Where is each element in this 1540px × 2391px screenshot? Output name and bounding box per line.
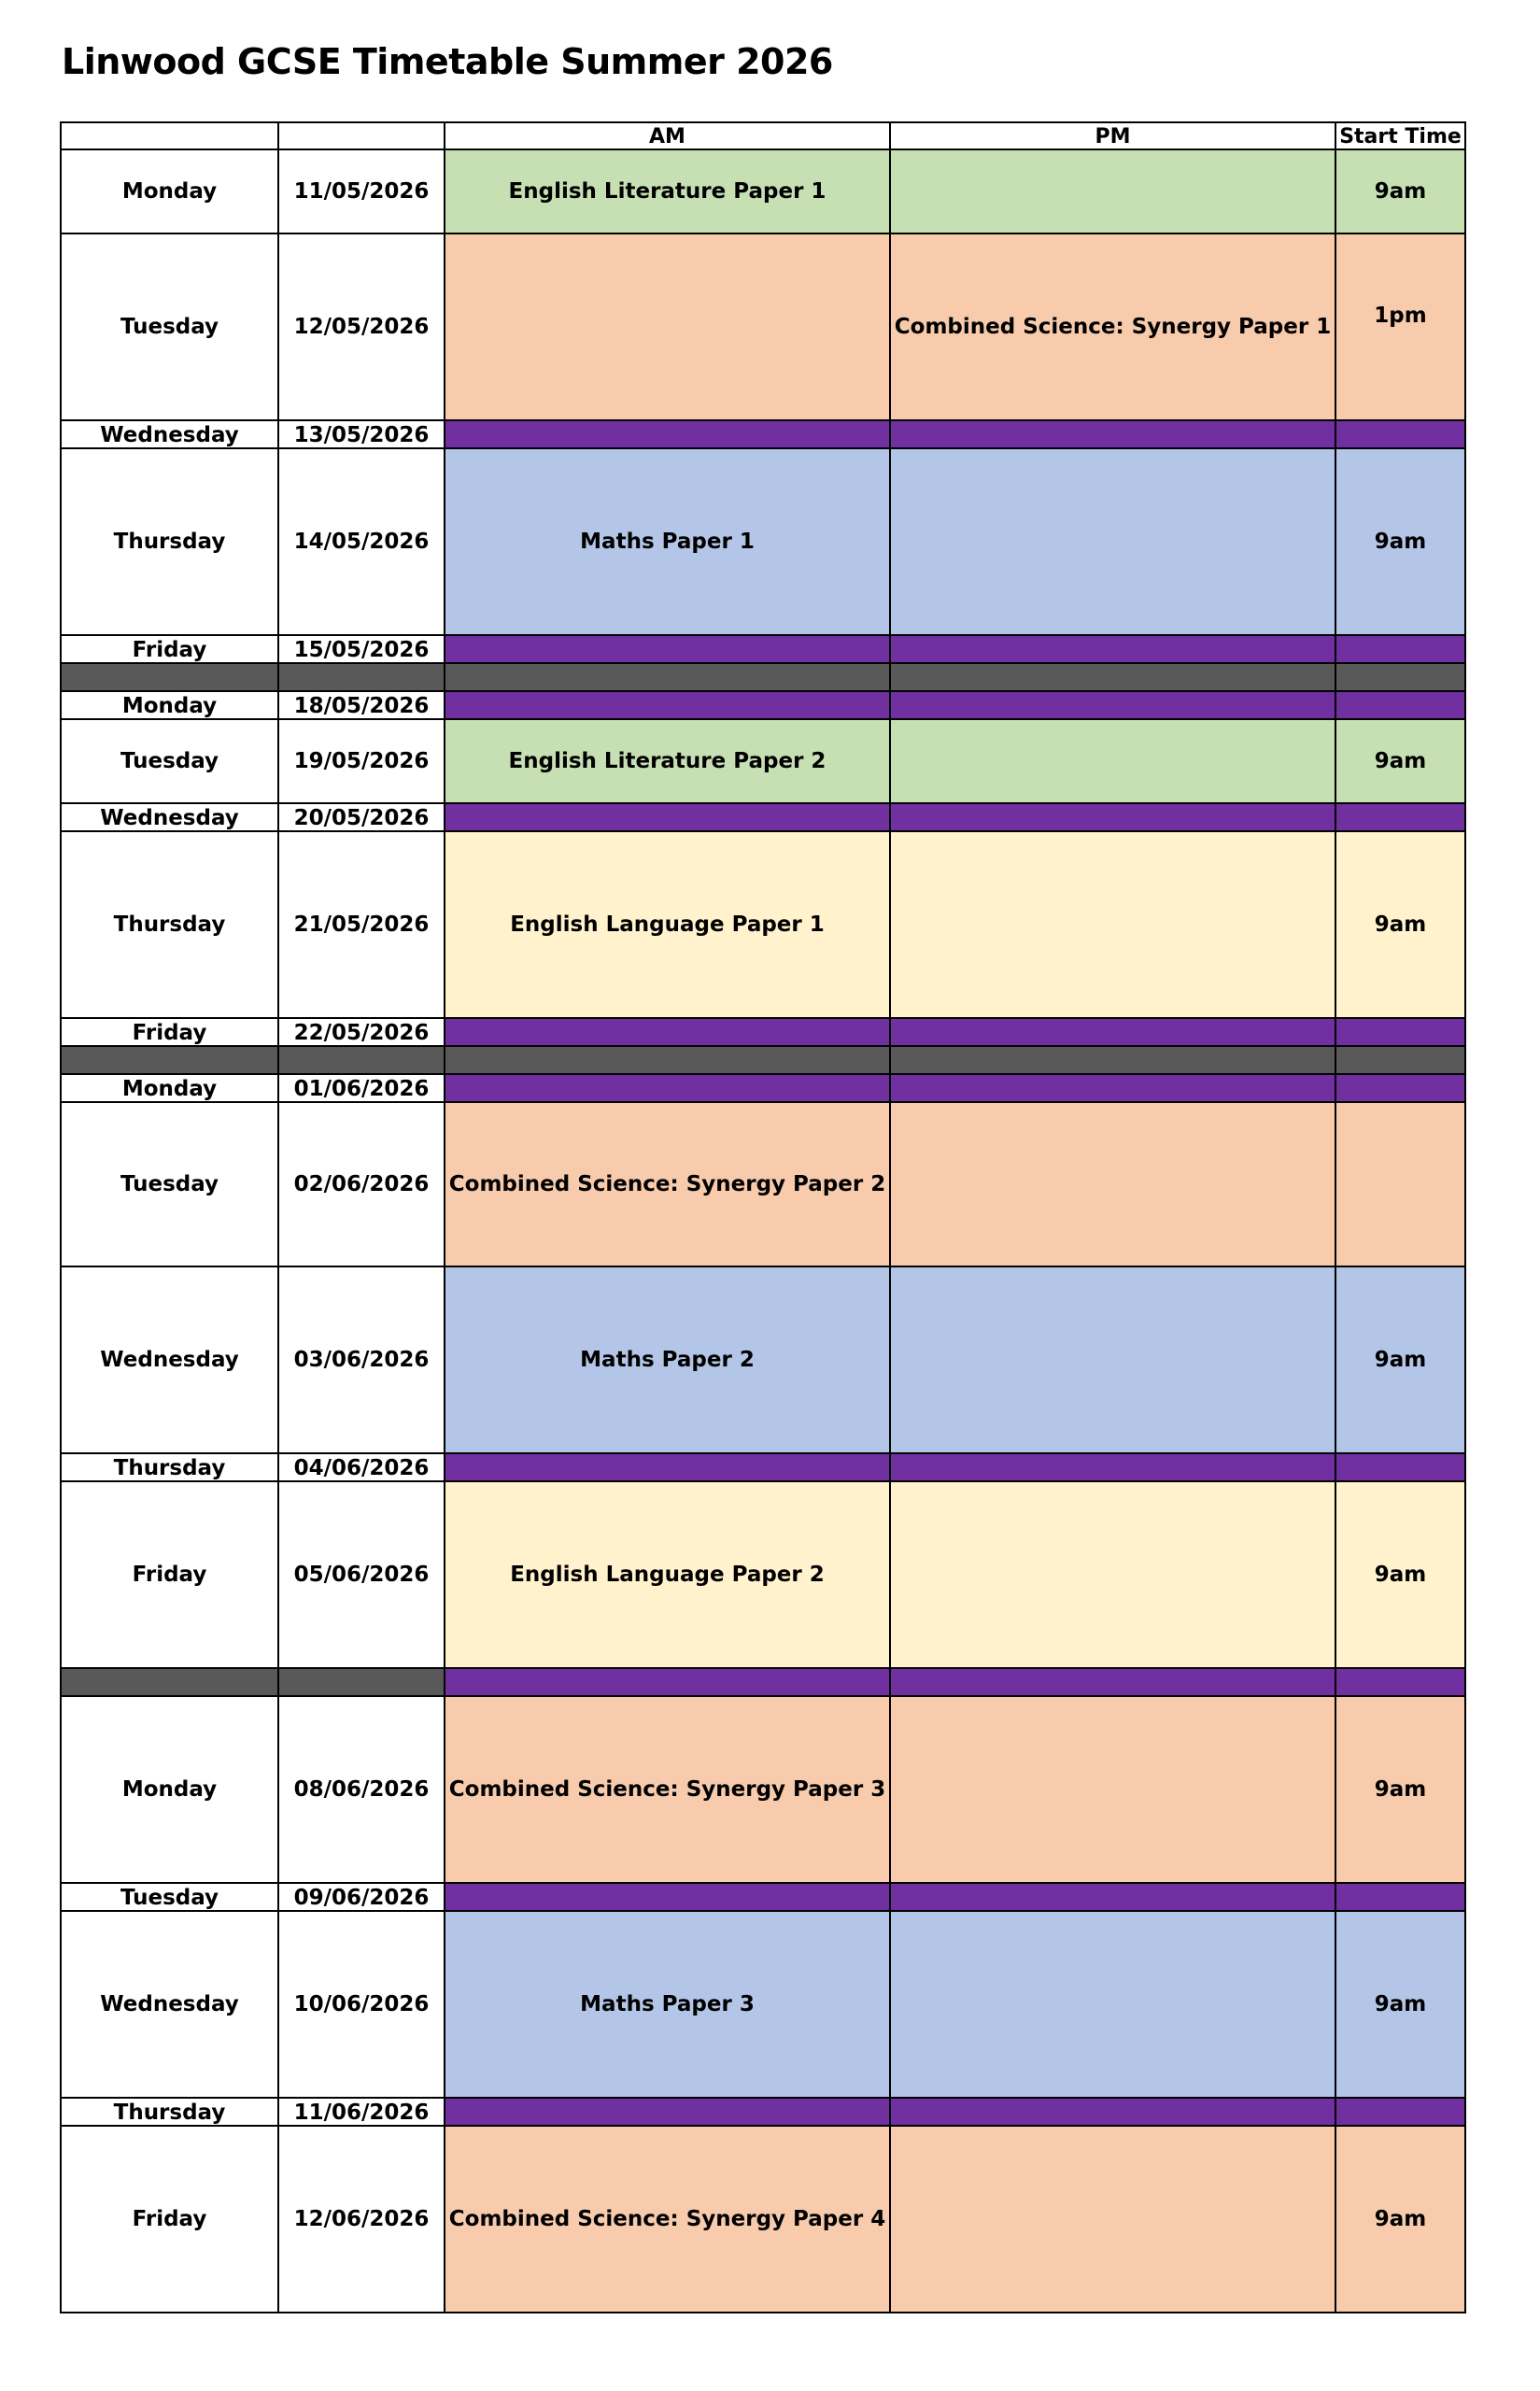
am-cell [445,1018,890,1046]
exam-row [61,1102,1465,1266]
exam-row [61,1911,1465,2098]
no-exam-row [61,1018,1465,1046]
pm-cell [890,1074,1335,1102]
break-row [61,663,1465,691]
day-cell: Tuesday [61,1883,278,1911]
date-cell: 11/06/2026 [278,2098,445,2126]
pm-cell [890,1481,1335,1668]
start-time-cell: 1pm [1335,233,1465,420]
date-cell: 12/05/2026 [278,233,445,420]
start-time-cell [1335,1883,1465,1911]
exam-row [61,831,1465,1018]
no-exam-row [61,803,1465,831]
start-time-cell: 9am [1335,2126,1465,2313]
am-cell [445,1453,890,1481]
day-cell [61,663,278,691]
day-cell: Wednesday [61,420,278,448]
date-cell: 04/06/2026 [278,1453,445,1481]
pm-cell [890,1102,1335,1266]
no-exam-row [61,420,1465,448]
am-cell [445,233,890,420]
pm-cell [890,663,1335,691]
day-cell: Thursday [61,831,278,1018]
day-cell: Tuesday [61,1102,278,1266]
start-time-cell: 9am [1335,1696,1465,1883]
pm-cell [890,691,1335,719]
day-cell: Tuesday [61,233,278,420]
pm-cell [890,719,1335,803]
pm-cell [890,1018,1335,1046]
date-cell: 18/05/2026 [278,691,445,719]
start-time-cell [1335,1046,1465,1074]
date-cell: 03/06/2026 [278,1266,445,1453]
day-cell [61,1668,278,1696]
no-exam-row [61,1883,1465,1911]
start-time-cell [1335,803,1465,831]
exam-row [61,1266,1465,1453]
date-cell: 09/06/2026 [278,1883,445,1911]
date-cell: 12/06/2026 [278,2126,445,2313]
exam-row [61,1696,1465,1883]
date-cell: 02/06/2026 [278,1102,445,1266]
pm-cell [890,1696,1335,1883]
day-cell: Thursday [61,2098,278,2126]
day-cell: Tuesday [61,719,278,803]
date-cell: 11/05/2026 [278,149,445,233]
am-cell: Maths Paper 1 [445,448,890,635]
day-cell: Monday [61,691,278,719]
date-cell: 01/06/2026 [278,1074,445,1102]
start-time-cell [1335,1102,1465,1266]
am-cell: Combined Science: Synergy Paper 4 [445,2126,890,2313]
start-time-cell [1335,1668,1465,1696]
start-time-cell: 9am [1335,448,1465,635]
date-cell [278,1668,445,1696]
header-pm: PM [890,122,1335,149]
am-cell: English Language Paper 1 [445,831,890,1018]
exam-timetable [60,121,1466,2313]
am-cell [445,1668,890,1696]
pm-cell [890,448,1335,635]
page-title: Linwood GCSE Timetable Summer 2026 [62,41,833,82]
start-time-cell: 9am [1335,1481,1465,1668]
start-time-cell: 9am [1335,149,1465,233]
day-cell: Friday [61,635,278,663]
start-time-cell [1335,1074,1465,1102]
start-time-cell: 9am [1335,719,1465,803]
exam-row [61,2126,1465,2313]
day-cell [61,1046,278,1074]
no-exam-row [61,635,1465,663]
header-date [278,122,445,149]
start-time-cell: 9am [1335,1911,1465,2098]
date-cell: 22/05/2026 [278,1018,445,1046]
day-cell: Thursday [61,1453,278,1481]
am-cell [445,803,890,831]
pm-cell [890,2126,1335,2313]
break-row [61,1668,1465,1696]
day-cell: Wednesday [61,1911,278,2098]
am-cell [445,1046,890,1074]
day-cell: Wednesday [61,803,278,831]
start-time-cell [1335,420,1465,448]
date-cell: 08/06/2026 [278,1696,445,1883]
header-am: AM [445,122,890,149]
day-cell: Friday [61,1018,278,1046]
break-row [61,1046,1465,1074]
no-exam-row [61,1453,1465,1481]
am-cell [445,635,890,663]
date-cell [278,663,445,691]
pm-cell [890,635,1335,663]
pm-cell [890,1911,1335,2098]
pm-cell: Combined Science: Synergy Paper 1 [890,233,1335,420]
header-start-time: Start Time [1335,122,1465,149]
start-time-cell [1335,1453,1465,1481]
pm-cell [890,831,1335,1018]
pm-cell [890,1453,1335,1481]
start-time-cell [1335,1018,1465,1046]
am-cell: Combined Science: Synergy Paper 2 [445,1102,890,1266]
am-cell [445,691,890,719]
start-time-cell [1335,663,1465,691]
start-time-cell: 9am [1335,1266,1465,1453]
date-cell: 20/05/2026 [278,803,445,831]
exam-row [61,233,1465,420]
no-exam-row [61,691,1465,719]
day-cell: Friday [61,1481,278,1668]
am-cell [445,420,890,448]
pm-cell [890,1046,1335,1074]
am-cell [445,663,890,691]
am-cell: Maths Paper 3 [445,1911,890,2098]
no-exam-row [61,1074,1465,1102]
day-cell: Thursday [61,448,278,635]
day-cell: Monday [61,1074,278,1102]
exam-row [61,149,1465,233]
exam-row [61,448,1465,635]
pm-cell [890,420,1335,448]
start-time-cell [1335,635,1465,663]
am-cell [445,1074,890,1102]
am-cell: English Language Paper 2 [445,1481,890,1668]
no-exam-row [61,2098,1465,2126]
date-cell: 14/05/2026 [278,448,445,635]
day-cell: Wednesday [61,1266,278,1453]
am-cell: English Literature Paper 2 [445,719,890,803]
pm-cell [890,2098,1335,2126]
header-row [61,122,1465,149]
start-time-cell: 9am [1335,831,1465,1018]
header-day [61,122,278,149]
date-cell [278,1046,445,1074]
start-time-cell [1335,691,1465,719]
pm-cell [890,803,1335,831]
day-cell: Friday [61,2126,278,2313]
am-cell: Combined Science: Synergy Paper 3 [445,1696,890,1883]
am-cell [445,1883,890,1911]
date-cell: 15/05/2026 [278,635,445,663]
date-cell: 21/05/2026 [278,831,445,1018]
pm-cell [890,1883,1335,1911]
pm-cell [890,1668,1335,1696]
exam-row [61,719,1465,803]
am-cell [445,2098,890,2126]
start-time-cell [1335,2098,1465,2126]
am-cell: Maths Paper 2 [445,1266,890,1453]
exam-row [61,1481,1465,1668]
day-cell: Monday [61,1696,278,1883]
pm-cell [890,149,1335,233]
day-cell: Monday [61,149,278,233]
date-cell: 19/05/2026 [278,719,445,803]
date-cell: 10/06/2026 [278,1911,445,2098]
date-cell: 13/05/2026 [278,420,445,448]
pm-cell [890,1266,1335,1453]
am-cell: English Literature Paper 1 [445,149,890,233]
date-cell: 05/06/2026 [278,1481,445,1668]
